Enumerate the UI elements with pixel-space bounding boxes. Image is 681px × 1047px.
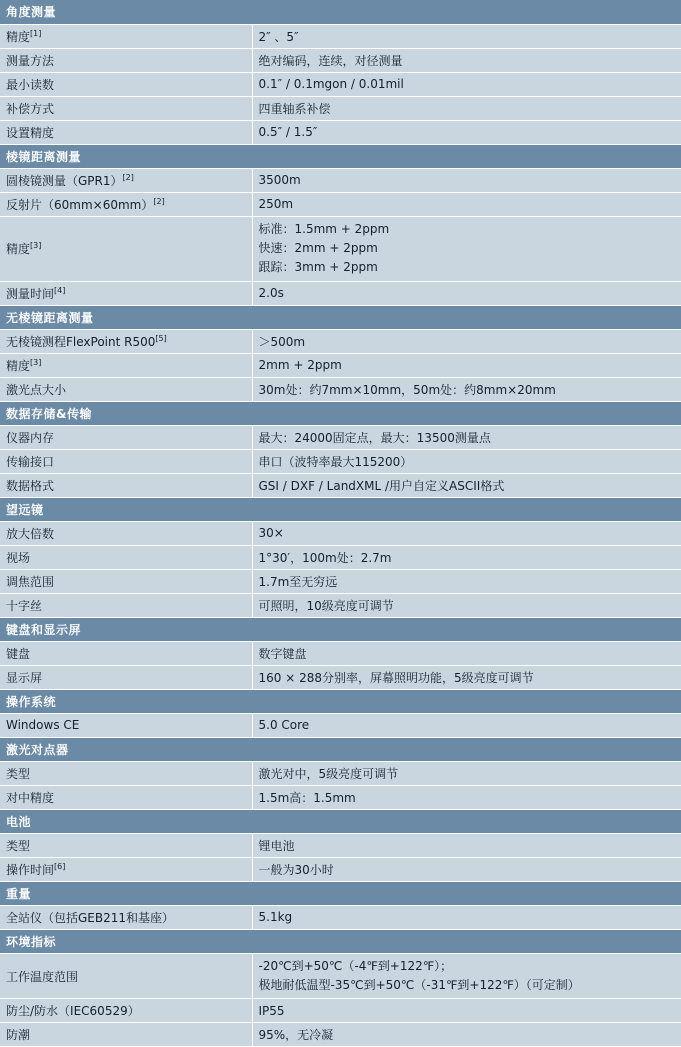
spec-value <box>252 761 681 785</box>
spec-label <box>0 329 252 353</box>
table-row <box>0 905 681 929</box>
spec-label-text: 工作温度范围 <box>6 969 79 984</box>
spec-value-text: IP55 <box>258 1003 285 1018</box>
spec-label <box>0 593 252 617</box>
spec-label <box>0 48 252 72</box>
spec-label <box>0 120 252 144</box>
spec-value-text: 1.5m高：1.5mm <box>258 790 356 805</box>
footnote-marker: [5] <box>155 333 167 343</box>
table-row <box>0 329 681 353</box>
spec-value <box>252 593 681 617</box>
spec-value-line: 标准：1.5mm + 2ppm <box>258 221 390 236</box>
spec-label <box>0 857 252 881</box>
spec-label-text: 防尘/防水（IEC60529） <box>6 1004 140 1019</box>
table-row <box>0 24 681 48</box>
footnote-marker: [6] <box>54 861 66 871</box>
table-row <box>0 953 681 999</box>
spec-label <box>0 521 252 545</box>
spec-value-text: GSI / DXF / LandXML /用户自定义ASCII格式 <box>258 478 505 493</box>
spec-label-text: 测量时间 <box>6 286 55 301</box>
footnote-marker: [3] <box>30 357 42 367</box>
section-header-row <box>0 809 681 833</box>
spec-value-text: 锂电池 <box>258 838 295 853</box>
spec-label <box>0 72 252 96</box>
spec-label <box>0 833 252 857</box>
section-title: 无棱镜距离测量 <box>0 305 681 329</box>
section-title: 键盘和显示屏 <box>0 617 681 641</box>
spec-value <box>252 120 681 144</box>
table-row <box>0 449 681 473</box>
section-header-row <box>0 881 681 905</box>
spec-value-text: ＞500m <box>258 334 306 349</box>
footnote-marker: [3] <box>30 241 42 251</box>
section-title: 角度测量 <box>0 0 681 24</box>
spec-label-text: 调焦范围 <box>6 574 55 589</box>
section-title: 望远镜 <box>0 497 681 521</box>
table-row <box>0 999 681 1023</box>
spec-label <box>0 999 252 1023</box>
spec-value <box>252 545 681 569</box>
spec-label <box>0 1023 252 1047</box>
spec-value <box>252 48 681 72</box>
spec-value-text: 2mm + 2ppm <box>258 358 342 373</box>
spec-label <box>0 24 252 48</box>
spec-value <box>252 377 681 401</box>
section-header-row <box>0 929 681 953</box>
spec-label <box>0 377 252 401</box>
section-title: 棱镜距离测量 <box>0 144 681 168</box>
table-row <box>0 521 681 545</box>
table-row <box>0 665 681 689</box>
spec-value-text: 160 × 288分别率，屏幕照明功能，5级亮度可调节 <box>258 670 534 685</box>
spec-label <box>0 665 252 689</box>
spec-label <box>0 905 252 929</box>
spec-label <box>0 761 252 785</box>
section-title: 激光对点器 <box>0 737 681 761</box>
spec-label-text: 反射片（60mm×60mm） <box>6 197 154 212</box>
table-row <box>0 833 681 857</box>
footnote-marker: [4] <box>54 285 66 295</box>
footnote-marker: [1] <box>30 28 42 38</box>
spec-value-text: 250m <box>258 197 294 211</box>
section-header-row <box>0 0 681 24</box>
section-title: 重量 <box>0 881 681 905</box>
spec-label <box>0 473 252 497</box>
spec-value-text: 最大：24000固定点，最大：13500测量点 <box>258 430 491 445</box>
spec-value <box>252 953 681 999</box>
spec-label-text: 十字丝 <box>6 598 43 613</box>
table-row <box>0 48 681 72</box>
spec-value-text: 1.7m至无穷远 <box>258 574 338 589</box>
spec-value <box>252 521 681 545</box>
spec-value-text: 四重轴系补偿 <box>258 101 331 116</box>
spec-label <box>0 281 252 305</box>
spec-value <box>252 192 681 216</box>
spec-value-text: 30× <box>258 526 284 541</box>
section-title: 环境指标 <box>0 929 681 953</box>
spec-value-text: 一般为30小时 <box>258 862 334 877</box>
spec-label <box>0 96 252 120</box>
spec-value-text: 2″ 、5″ <box>258 29 299 44</box>
spec-label-text: 精度 <box>6 29 31 44</box>
table-row <box>0 473 681 497</box>
spec-value-text: 激光对中，5级亮度可调节 <box>258 766 399 781</box>
spec-value <box>252 905 681 929</box>
spec-value <box>252 833 681 857</box>
spec-value-line: -20℃到+50℃（-4℉到+122℉）； <box>258 958 453 973</box>
spec-value <box>252 665 681 689</box>
spec-label-text: 放大倍数 <box>6 526 55 541</box>
spec-value <box>252 569 681 593</box>
section-header-row <box>0 689 681 713</box>
spec-value <box>252 857 681 881</box>
spec-label-text: 激光点大小 <box>6 382 67 397</box>
spec-value <box>252 425 681 449</box>
footnote-marker: [2] <box>153 196 165 206</box>
spec-value <box>252 641 681 665</box>
spec-value <box>252 999 681 1023</box>
spec-value-text: 30m处：约7mm×10mm，50m处：约8mm×20mm <box>258 382 556 397</box>
spec-value-text: 5.1kg <box>258 910 293 925</box>
spec-value-text: 绝对编码，连续，对径测量 <box>258 53 403 68</box>
spec-value <box>252 281 681 305</box>
spec-value <box>252 168 681 192</box>
spec-label <box>0 425 252 449</box>
spec-label-text: 对中精度 <box>6 790 55 805</box>
spec-label <box>0 545 252 569</box>
table-row <box>0 168 681 192</box>
table-row <box>0 425 681 449</box>
spec-label-text: 操作时间 <box>6 862 55 877</box>
footnote-marker: [2] <box>122 172 134 182</box>
spec-label-text: 传输接口 <box>6 454 55 469</box>
spec-label-text: 键盘 <box>6 646 31 661</box>
spec-value <box>252 329 681 353</box>
table-row <box>0 785 681 809</box>
spec-value-list <box>259 957 676 996</box>
spec-value <box>252 785 681 809</box>
spec-value-text: 95%，无冷凝 <box>258 1028 334 1043</box>
table-row <box>0 192 681 216</box>
spec-label-text: 数据格式 <box>6 478 55 493</box>
spec-value-text: 1°30′，100m处：2.7m <box>258 550 392 565</box>
table-row <box>0 120 681 144</box>
spec-label <box>0 353 252 377</box>
spec-value <box>252 1023 681 1047</box>
table-row <box>0 96 681 120</box>
spec-label-text: 最小读数 <box>6 77 55 92</box>
spec-label-text: 类型 <box>6 766 31 781</box>
table-row <box>0 353 681 377</box>
spec-label-text: 精度 <box>6 242 31 257</box>
spec-value-text: 数字键盘 <box>258 646 307 661</box>
spec-label <box>0 785 252 809</box>
spec-value-text: 0.5″ / 1.5″ <box>258 125 318 139</box>
spec-value-text: 0.1″ / 0.1mgon / 0.01mil <box>258 77 404 91</box>
spec-value-line: 快速：2mm + 2ppm <box>258 240 378 255</box>
spec-value-text: 3500m <box>258 173 301 187</box>
spec-label <box>0 569 252 593</box>
spec-value <box>252 96 681 120</box>
spec-value-line: 跟踪：3mm + 2ppm <box>258 260 378 275</box>
section-title: 电池 <box>0 809 681 833</box>
spec-label-text: 防潮 <box>6 1028 31 1043</box>
spec-value <box>252 449 681 473</box>
spec-label <box>0 713 252 737</box>
spec-value <box>252 216 681 281</box>
spec-label-text: 显示屏 <box>6 670 43 685</box>
table-row <box>0 713 681 737</box>
table-row <box>0 545 681 569</box>
spec-label-text: 全站仪（包括GEB211和基座） <box>6 910 175 925</box>
table-row <box>0 377 681 401</box>
spec-label-text: 无棱镜测程FlexPoint R500 <box>6 334 156 349</box>
spec-value <box>252 72 681 96</box>
spec-value-line: 极地耐低温型-35℃到+50℃（-31℉到+122℉）（可定制） <box>258 978 580 993</box>
spec-label-text: 视场 <box>6 550 31 565</box>
spec-value <box>252 473 681 497</box>
table-row <box>0 72 681 96</box>
spec-value-text: 5.0 Core <box>258 718 310 733</box>
table-row <box>0 641 681 665</box>
table-row <box>0 569 681 593</box>
section-header-row <box>0 144 681 168</box>
spec-label <box>0 216 252 281</box>
spec-label-text: 测量方法 <box>6 53 55 68</box>
spec-value-text: 串口（波特率最大115200） <box>258 454 413 469</box>
spec-value <box>252 713 681 737</box>
spec-value-text: 可照明，10级亮度可调节 <box>258 598 394 613</box>
spec-label <box>0 641 252 665</box>
table-row <box>0 593 681 617</box>
spec-label-text: 仪器内存 <box>6 430 55 445</box>
table-row <box>0 216 681 281</box>
spec-label <box>0 168 252 192</box>
section-header-row <box>0 737 681 761</box>
section-title: 操作系统 <box>0 689 681 713</box>
section-header-row <box>0 497 681 521</box>
spec-value-list <box>259 220 676 278</box>
table-row <box>0 281 681 305</box>
spec-label-text: 设置精度 <box>6 125 55 140</box>
spec-label <box>0 953 252 999</box>
spec-label-text: 精度 <box>6 358 31 373</box>
section-header-row <box>0 617 681 641</box>
spec-label-text: 圆棱镜测量（GPR1） <box>6 173 123 188</box>
table-row <box>0 761 681 785</box>
spec-label-text: 类型 <box>6 838 31 853</box>
section-header-row <box>0 305 681 329</box>
section-header-row <box>0 401 681 425</box>
spec-label <box>0 192 252 216</box>
spec-value <box>252 353 681 377</box>
section-title: 数据存储&传输 <box>0 401 681 425</box>
table-row <box>0 1023 681 1047</box>
spec-value-text: 2.0s <box>258 286 284 301</box>
spec-label-text: Windows CE <box>6 718 80 733</box>
spec-label-text: 补偿方式 <box>6 101 55 116</box>
table-row <box>0 857 681 881</box>
spec-label <box>0 449 252 473</box>
spec-value <box>252 24 681 48</box>
